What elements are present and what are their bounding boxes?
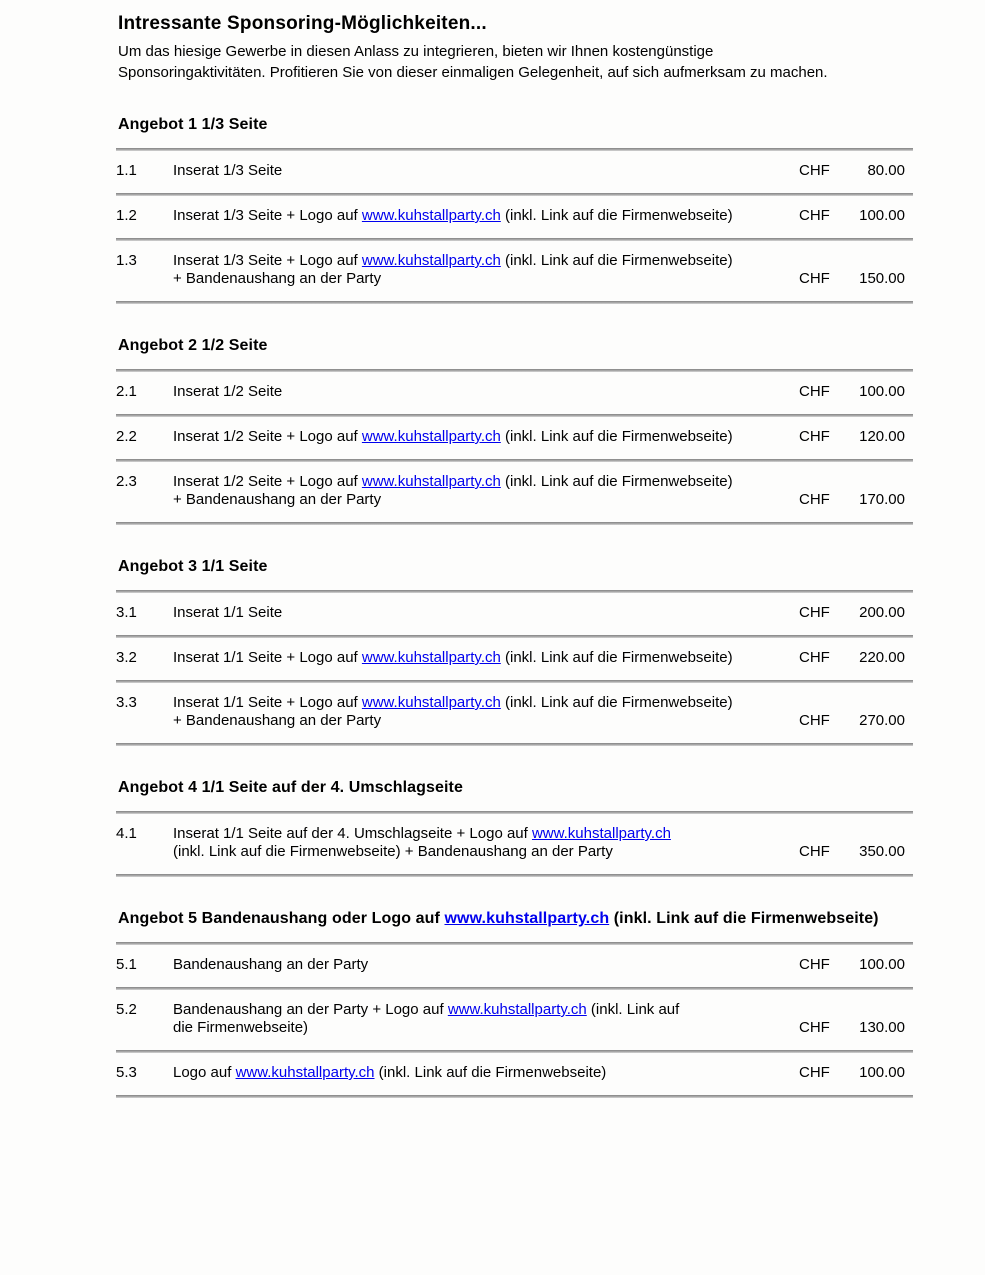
row-description	[173, 604, 799, 622]
row-number: 5.2	[116, 1001, 137, 1018]
table-row	[116, 990, 913, 1050]
divider	[116, 1095, 913, 1098]
text-segment: Inserat 1/3 Seite + Logo auf	[173, 207, 362, 224]
table-row	[116, 814, 913, 874]
row-number: 1.2	[116, 207, 137, 224]
kuhstallparty-link[interactable]: www.kuhstallparty.ch	[361, 207, 501, 224]
text-segment: Bandenaushang an der Party	[173, 956, 369, 973]
row-description	[173, 162, 799, 180]
row-number: 2.2	[116, 428, 137, 445]
divider	[116, 743, 913, 746]
text-segment: (inkl. Link auf die Firmenwebseite) + Bandenaushang an der Party	[173, 843, 613, 860]
table-row	[116, 1053, 913, 1095]
price-table	[116, 811, 913, 877]
row-number: 5.1	[116, 956, 137, 973]
table-row	[116, 638, 913, 680]
price-table	[116, 590, 913, 746]
row-number: 1.3	[116, 252, 137, 269]
text-segment: (inkl. Link auf die Firmenwebseite)	[500, 207, 733, 224]
row-description	[173, 473, 799, 509]
text-segment: Angebot 5 Bandenaushang oder Logo auf	[118, 910, 445, 927]
row-number: 3.2	[116, 649, 137, 666]
offer-section	[116, 555, 913, 746]
price-value: 170.00	[859, 491, 905, 508]
kuhstallparty-link[interactable]: www.kuhstallparty.ch	[361, 694, 501, 711]
text-segment: (inkl. Link auf die Firmenwebseite)	[500, 252, 733, 269]
price-table	[116, 148, 913, 304]
price-value: 270.00	[859, 712, 905, 729]
currency-label: CHF	[799, 270, 830, 287]
price-value: 150.00	[859, 270, 905, 287]
kuhstallparty-link[interactable]: www.kuhstallparty.ch	[447, 1001, 587, 1018]
row-description	[173, 383, 799, 401]
currency-label: CHF	[799, 1019, 830, 1036]
table-row	[116, 196, 913, 238]
row-description	[173, 1064, 799, 1082]
intro-line: Um das hiesige Gewerbe in diesen Anlass zu integrieren, bieten wir Ihnen kostengünstige	[118, 43, 714, 60]
section-heading	[118, 555, 913, 578]
divider	[116, 874, 913, 877]
text-segment: die Firmenwebseite)	[173, 1019, 309, 1036]
kuhstallparty-link[interactable]: www.kuhstallparty.ch	[361, 428, 501, 445]
price-value: 350.00	[859, 843, 905, 860]
text-segment: (inkl. Link auf die Firmenwebseite)	[609, 910, 879, 927]
text-segment: Inserat 1/1 Seite + Logo auf	[173, 694, 362, 711]
text-segment: + Bandenaushang an der Party	[173, 491, 382, 508]
text-segment: (inkl. Link auf die Firmenwebseite)	[374, 1064, 607, 1081]
divider	[116, 522, 913, 525]
price-value: 100.00	[859, 383, 905, 400]
price-value: 130.00	[859, 1019, 905, 1036]
price-table	[116, 942, 913, 1098]
intro-paragraph	[118, 41, 898, 83]
text-segment: Inserat 1/1 Seite auf der 4. Umschlagseite + Logo auf	[173, 825, 532, 842]
text-segment: Bandenaushang an der Party + Logo auf	[173, 1001, 448, 1018]
currency-label: CHF	[799, 649, 830, 666]
text-segment: (inkl. Link auf die Firmenwebseite)	[500, 428, 733, 445]
row-number: 3.3	[116, 694, 137, 711]
offer-section	[116, 334, 913, 525]
intro-line: Sponsoringaktivitäten. Profitieren Sie von dieser einmaligen Gelegenheit, auf sich aufmerksam zu machen.	[118, 64, 828, 81]
kuhstallparty-link[interactable]: www.kuhstallparty.ch	[361, 252, 501, 269]
text-segment: (inkl. Link auf die Firmenwebseite)	[500, 694, 733, 711]
section-heading	[118, 334, 913, 357]
table-row	[116, 462, 913, 522]
currency-label: CHF	[799, 843, 830, 860]
row-number: 2.3	[116, 473, 137, 490]
divider	[116, 301, 913, 304]
text-segment: Inserat 1/2 Seite + Logo auf	[173, 473, 362, 490]
currency-label: CHF	[799, 383, 830, 400]
text-segment: + Bandenaushang an der Party	[173, 270, 382, 287]
text-segment: Angebot 1 1/3 Seite	[118, 116, 268, 133]
text-segment: Inserat 1/3 Seite + Logo auf	[173, 252, 362, 269]
table-row	[116, 683, 913, 743]
section-heading	[118, 776, 913, 799]
kuhstallparty-link[interactable]: www.kuhstallparty.ch	[531, 825, 671, 842]
kuhstallparty-link[interactable]: www.kuhstallparty.ch	[235, 1064, 375, 1081]
text-segment: Inserat 1/1 Seite + Logo auf	[173, 649, 362, 666]
price-value: 220.00	[859, 649, 905, 666]
currency-label: CHF	[799, 162, 830, 179]
table-row	[116, 241, 913, 301]
text-segment: Inserat 1/1 Seite	[173, 604, 283, 621]
row-description	[173, 252, 799, 288]
offer-section	[116, 907, 913, 1098]
row-number: 5.3	[116, 1064, 137, 1081]
kuhstallparty-link[interactable]: www.kuhstallparty.ch	[444, 910, 610, 927]
text-segment: Angebot 3 1/1 Seite	[118, 558, 268, 575]
price-value: 200.00	[859, 604, 905, 621]
page-title: Intressante Sponsoring-Möglichkeiten...	[118, 13, 487, 34]
text-segment: (inkl. Link auf	[586, 1001, 680, 1018]
text-segment: Angebot 2 1/2 Seite	[118, 337, 268, 354]
row-number: 4.1	[116, 825, 137, 842]
row-description	[173, 956, 799, 974]
section-heading	[118, 113, 913, 136]
currency-label: CHF	[799, 604, 830, 621]
text-segment: + Bandenaushang an der Party	[173, 712, 382, 729]
table-row	[116, 945, 913, 987]
kuhstallparty-link[interactable]: www.kuhstallparty.ch	[361, 473, 501, 490]
row-description	[173, 428, 799, 446]
text-segment: Logo auf	[173, 1064, 236, 1081]
table-row	[116, 372, 913, 414]
price-value: 80.00	[867, 162, 905, 179]
offer-section	[116, 113, 913, 304]
text-segment: (inkl. Link auf die Firmenwebseite)	[500, 649, 733, 666]
row-number: 2.1	[116, 383, 137, 400]
row-description	[173, 694, 799, 730]
text-segment: Inserat 1/3 Seite	[173, 162, 283, 179]
currency-label: CHF	[799, 956, 830, 973]
row-description	[173, 825, 799, 861]
currency-label: CHF	[799, 491, 830, 508]
row-description	[173, 1001, 799, 1037]
text-segment: Angebot 4 1/1 Seite auf der 4. Umschlagseite	[118, 779, 463, 796]
price-value: 100.00	[859, 956, 905, 973]
currency-label: CHF	[799, 207, 830, 224]
price-value: 100.00	[859, 207, 905, 224]
table-row	[116, 417, 913, 459]
row-description	[173, 207, 799, 225]
currency-label: CHF	[799, 1064, 830, 1081]
currency-label: CHF	[799, 428, 830, 445]
table-row	[116, 151, 913, 193]
sections	[116, 113, 913, 1098]
currency-label: CHF	[799, 712, 830, 729]
offer-section	[116, 776, 913, 877]
text-segment: Inserat 1/2 Seite	[173, 383, 283, 400]
text-segment: (inkl. Link auf die Firmenwebseite)	[500, 473, 733, 490]
section-heading	[118, 907, 913, 930]
row-description	[173, 649, 799, 667]
price-value: 120.00	[859, 428, 905, 445]
price-table	[116, 369, 913, 525]
row-number: 1.1	[116, 162, 137, 179]
table-row	[116, 593, 913, 635]
text-segment: Inserat 1/2 Seite + Logo auf	[173, 428, 362, 445]
row-number: 3.1	[116, 604, 137, 621]
kuhstallparty-link[interactable]: www.kuhstallparty.ch	[361, 649, 501, 666]
price-value: 100.00	[859, 1064, 905, 1081]
